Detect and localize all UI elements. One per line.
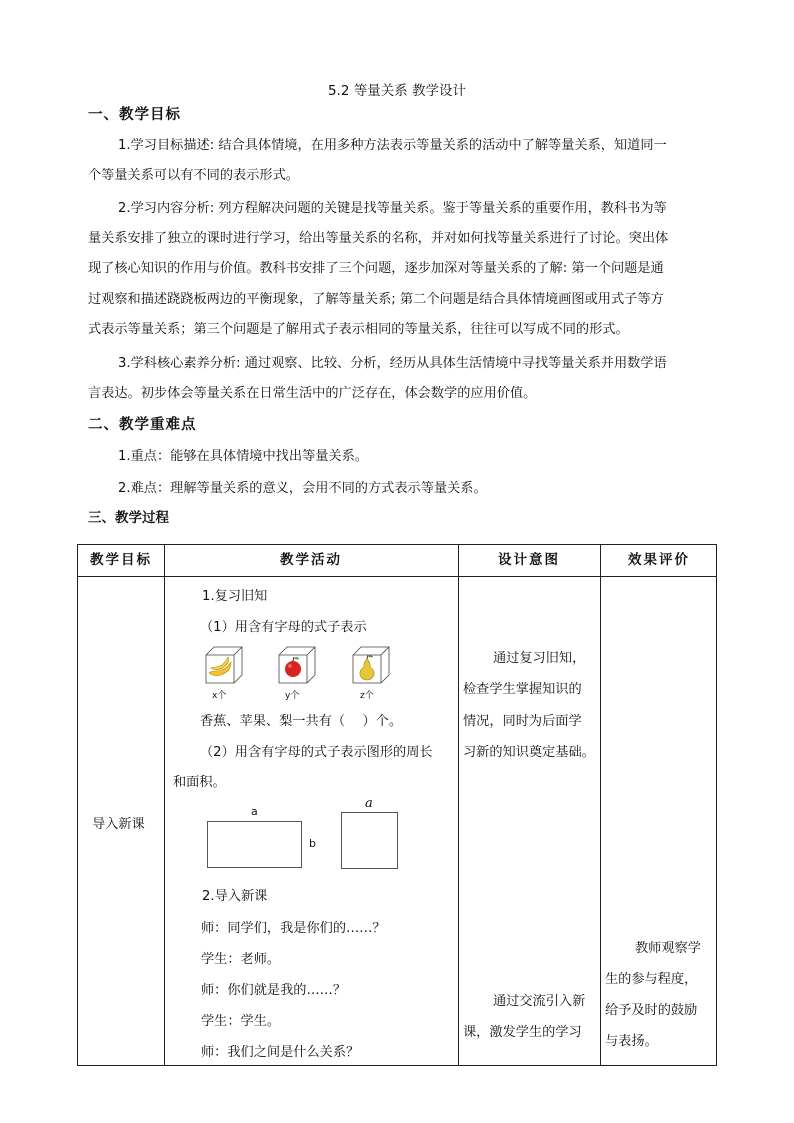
- dialogue-line: 师：你们就是我的……？: [201, 983, 347, 998]
- evaluation-line: 给予及时的鼓励: [605, 1003, 698, 1018]
- objective-paragraph-1-line-2: 个等量关系可以有不同的表示形式。: [88, 168, 299, 183]
- banana-count-label: x个: [212, 691, 227, 701]
- intent-1-line: 通过复习旧知，: [493, 651, 586, 666]
- objective-paragraph-1-line-1: 1.学习目标描述: 结合具体情境，在用多种方法表示等量关系的活动中了解等量关系，知道同一: [118, 138, 667, 153]
- table-divider: [458, 545, 459, 1065]
- intent-2-line: 通过交流引入新: [493, 994, 586, 1009]
- intent-1-line: 情况，同时为后面学: [463, 714, 582, 729]
- intro-title: 2.导入新课: [202, 889, 268, 904]
- objective-paragraph-2-line-4: 过观察和描述跷跷板两边的平衡现象，了解等量关系; 第二个问题是结合具体情境画图或用式子等方: [88, 292, 664, 307]
- objective-paragraph-3-line-1: 3.学科核心素养分析: 通过观察、比较、分析，经历从具体生活情境中寻找等量关系并用数学语: [118, 356, 667, 371]
- rectangle-length-label: a: [251, 805, 258, 818]
- section-heading-key-points: 二、教学重难点: [88, 417, 197, 433]
- objective-paragraph-3-line-2: 言表达。初步体会等量关系在日常生活中的广泛存在，体会数学的应用价值。: [88, 386, 537, 401]
- review-title: 1.复习旧知: [202, 589, 268, 604]
- document-title: 5.2 等量关系 教学设计: [327, 83, 467, 99]
- square-side-label: a: [365, 796, 373, 811]
- question-2-line-2: 和面积。: [173, 775, 226, 790]
- intent-1-line: 习新的知识奠定基础。: [463, 745, 595, 760]
- intent-1-line: 检查学生掌握知识的: [463, 682, 582, 697]
- section-heading-objectives: 一、教学目标: [88, 107, 181, 123]
- evaluation-line: 生的参与程度，: [605, 972, 698, 987]
- intent-2-line: 课，激发学生的学习: [463, 1025, 582, 1040]
- dialogue-line: 学生：老师。: [201, 952, 281, 967]
- table-header-activity: 教学活动: [280, 552, 342, 568]
- apple-icon: [277, 645, 317, 685]
- row-label: 导入新课: [92, 817, 145, 832]
- dialogue-line: 师：我们之间是什么关系？: [201, 1045, 360, 1060]
- fruit-question: 香蕉、苹果、梨一共有（ ）个。: [200, 714, 403, 729]
- teaching-process-table: [77, 544, 717, 1066]
- table-divider: [164, 545, 165, 1065]
- table-header-objective: 教学目标: [90, 552, 152, 568]
- objective-paragraph-2-line-1: 2.学习内容分析: 列方程解决问题的关键是找等量关系。鉴于等量关系的重要作用，教科书为等: [118, 201, 667, 216]
- objective-paragraph-2-line-2: 量关系安排了独立的课时进行学习，给出等量关系的名称，并对如何找等量关系进行了讨论。突出体: [88, 231, 669, 246]
- evaluation-line: 与表扬。: [605, 1034, 658, 1049]
- rectangle-width-label: b: [309, 837, 316, 850]
- table-divider: [600, 545, 601, 1065]
- table-divider: [78, 576, 716, 577]
- question-2-line-1: （2）用含有字母的式子表示图形的周长: [200, 745, 433, 760]
- key-point-item: 1.重点：能够在具体情境中找出等量关系。: [118, 449, 368, 464]
- difficult-point-item: 2.难点：理解等量关系的意义，会用不同的方式表示等量关系。: [118, 481, 487, 496]
- section-heading-process: 三、教学过程: [88, 510, 169, 526]
- table-header-evaluation: 效果评价: [628, 552, 690, 568]
- table-header-intent: 设计意图: [498, 552, 560, 568]
- evaluation-line: 教师观察学: [635, 941, 701, 956]
- question-1: （1）用含有字母的式子表示: [200, 620, 367, 635]
- apple-count-label: y个: [285, 691, 300, 701]
- pear-count-label: z个: [360, 691, 374, 701]
- banana-icon: [204, 645, 244, 685]
- objective-paragraph-2-line-5: 式表示等量关系；第三个问题是了解用式子表示相同的等量关系，往往可以写成不同的形式。: [88, 322, 629, 337]
- rectangle-shape: [207, 821, 302, 868]
- objective-paragraph-2-line-3: 现了核心知识的作用与价值。教科书安排了三个问题，逐步加深对等量关系的了解: 第一个问题是通: [88, 261, 664, 276]
- square-shape: [341, 812, 398, 869]
- dialogue-line: 师：同学们，我是你们的……？: [201, 921, 386, 936]
- dialogue-line: 学生：学生。: [201, 1014, 281, 1029]
- pear-icon: [351, 645, 391, 685]
